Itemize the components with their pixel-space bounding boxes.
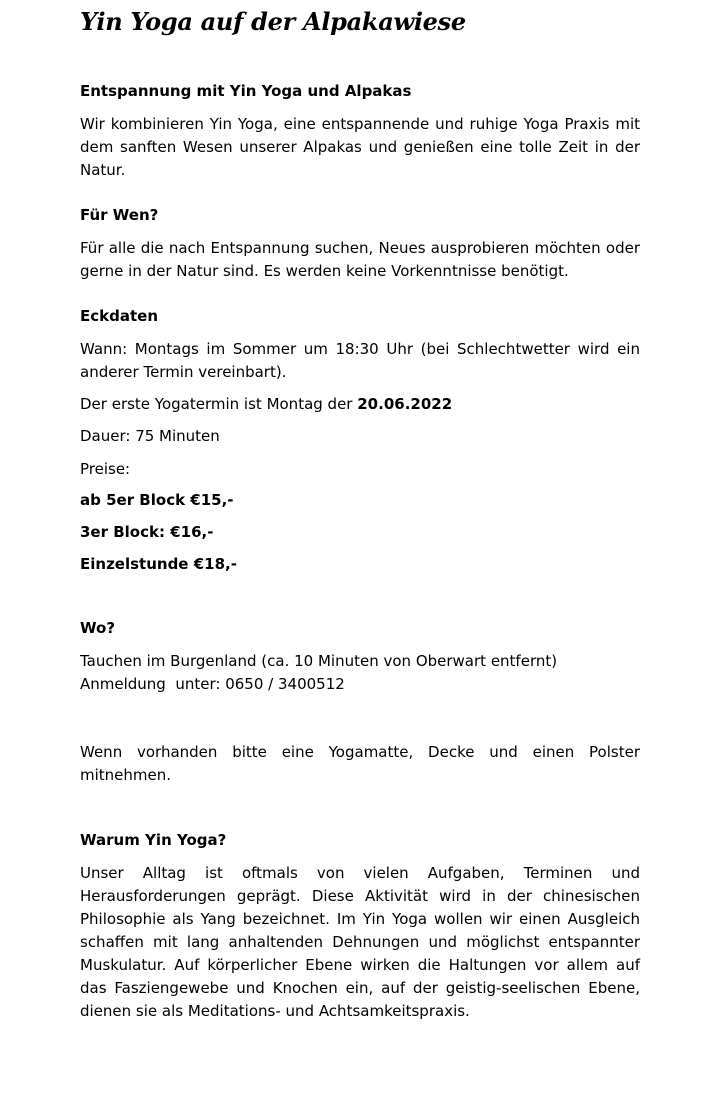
price-item: 3er Block: €16,- xyxy=(80,523,214,541)
why-paragraph: Unser Alltag ist oftmals von vielen Aufgaben, Terminen und Herausforderungen geprägt. Diese Aktivität wird in der chinesischen Philosophie als Yang bezeichnet. Im Yin Yoga wollen wir einen Ausgleich schaffen mit lang anhaltenden Dehnungen und möglichst entspannter Muskulatur. Auf körperlicher Ebene wirken die Haltungen vor allem auf das Fasziengewebe und Knochen ein, auf der geistig-seelischen Ebene, dienen sie als Meditations- und Achtsamkeitspraxis. xyxy=(80,864,640,1020)
bring-paragraph: Wenn vorhanden bitte eine Yogamatte, Decke und einen Polster mitnehmen. xyxy=(80,743,640,784)
location-registration: Anmeldung unter: 0650 / 3400512 xyxy=(80,675,345,693)
price-item: Einzelstunde €18,- xyxy=(80,555,237,573)
details-prices-label: Preise: xyxy=(80,460,131,478)
intro-paragraph: Wir kombinieren Yin Yoga, eine entspannende und ruhige Yoga Praxis mit dem sanften Wesen unserer Alpakas und genießen eine tolle Zeit in der Natur. xyxy=(80,115,640,179)
location-place: Tauchen im Burgenland (ca. 10 Minuten von Oberwart entfernt) xyxy=(80,652,558,670)
details-first-date xyxy=(80,393,452,416)
intro-heading: Entspannung mit Yin Yoga und Alpakas xyxy=(80,82,412,100)
audience-paragraph: Für alle die nach Entspannung suchen, Neues ausprobieren möchten oder gerne in der Natur sind. Es werden keine Vorkenntnisse benötigt. xyxy=(80,239,640,280)
document-title: Yin Yoga auf der Alpakawiese xyxy=(80,7,466,36)
why-heading: Warum Yin Yoga? xyxy=(80,831,227,849)
price-item: ab 5er Block €15,- xyxy=(80,491,234,509)
details-when: Wann: Montags im Sommer um 18:30 Uhr (bei Schlechtwetter wird ein anderer Termin vereinbart). xyxy=(80,340,640,381)
first-date-prefix: Der erste Yogatermin ist Montag der xyxy=(80,395,358,413)
audience-heading: Für Wen? xyxy=(80,206,159,224)
details-heading: Eckdaten xyxy=(80,307,158,325)
location-heading: Wo? xyxy=(80,619,116,637)
first-date-value: 20.06.2022 xyxy=(357,395,453,413)
details-duration: Dauer: 75 Minuten xyxy=(80,427,220,445)
